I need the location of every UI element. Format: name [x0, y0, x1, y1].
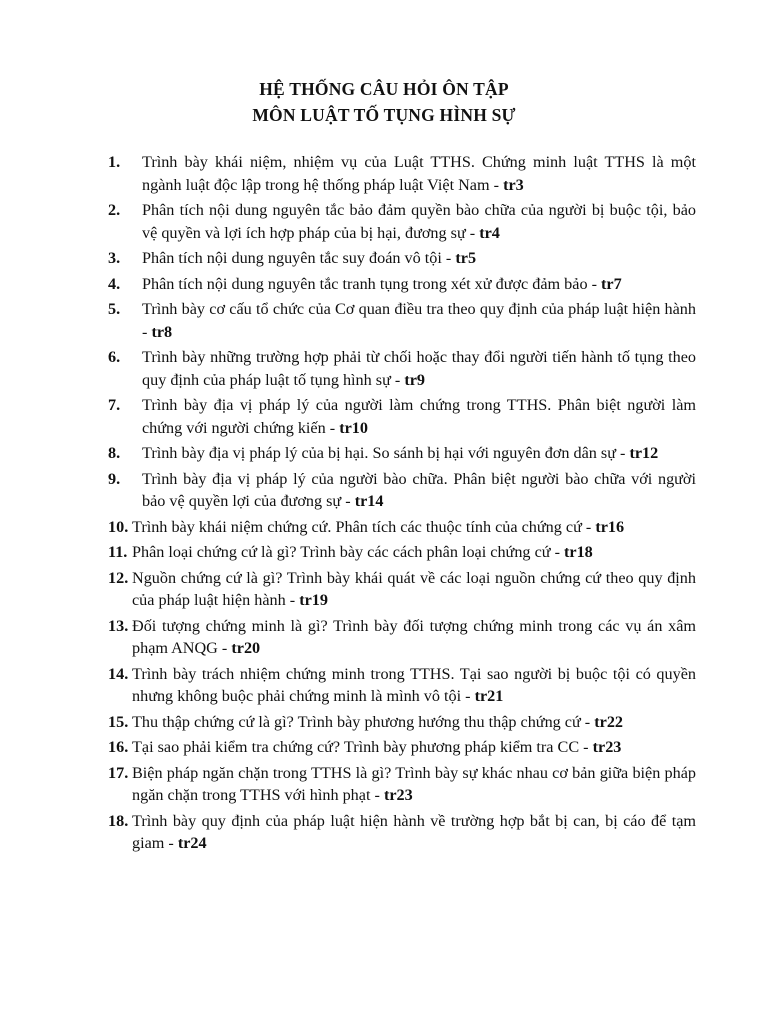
- question-number: 11.: [108, 543, 128, 561]
- question-item: [108, 663, 696, 708]
- question-text: Trình bày địa vị pháp lý của người bào chữa. Phân biệt người bào chữa với người bảo vệ quyền lợi của đương sự -: [142, 469, 696, 510]
- question-item: [108, 736, 696, 759]
- document-title: [72, 76, 696, 128]
- question-item: [108, 810, 696, 855]
- question-text: Phân tích nội dung nguyên tắc suy đoán vô tội -: [142, 249, 456, 267]
- question-text: Trình bày khái niệm chứng cứ. Phân tích các thuộc tính của chứng cứ -: [132, 517, 596, 536]
- question-item: [108, 346, 696, 391]
- question-text: Trình bày những trường hợp phải từ chối hoặc thay đổi người tiến hành tố tụng theo quy định của pháp luật tố tụng hình sự -: [142, 348, 696, 389]
- question-text: Nguồn chứng cứ là gì? Trình bày khái quát về các loại nguồn chứng cứ theo quy định của pháp luật hiện hành -: [132, 568, 696, 609]
- question-item: [108, 151, 696, 196]
- question-item: [108, 247, 696, 270]
- page-reference: tr3: [503, 175, 524, 194]
- question-number: 17.: [108, 763, 129, 782]
- page-reference: tr20: [231, 639, 261, 657]
- question-text: Trình bày địa vị pháp lý của bị hại. So sánh bị hại với nguyên đơn dân sự -: [142, 444, 630, 462]
- question-number: 1.: [108, 153, 121, 171]
- question-text: Đối tượng chứng minh là gì? Trình bày đối tượng chứng minh trong các vụ án xâm phạm ANQG -: [132, 616, 696, 657]
- question-item: [108, 567, 696, 612]
- question-item: [108, 516, 696, 539]
- page-reference: tr10: [339, 418, 368, 437]
- question-item: [108, 762, 696, 807]
- page-reference: tr18: [564, 543, 593, 561]
- question-number: 13.: [108, 616, 129, 635]
- page-reference: tr12: [629, 444, 659, 462]
- page-reference: tr8: [151, 322, 173, 341]
- question-number: 4.: [108, 274, 121, 293]
- question-number: 8.: [108, 444, 121, 462]
- question-number: 9.: [108, 469, 121, 488]
- question-item: [108, 298, 696, 343]
- question-item: [108, 442, 696, 465]
- page-reference: tr22: [594, 712, 624, 731]
- question-number: 12.: [108, 568, 129, 587]
- question-number: 16.: [108, 738, 129, 756]
- question-text: Trình bày địa vị pháp lý của người làm chứng trong TTHS. Phân biệt người làm chứng với người chứng kiến -: [142, 396, 696, 437]
- page-reference: tr19: [299, 591, 328, 609]
- question-number: 6.: [108, 348, 121, 366]
- question-item: [108, 394, 696, 439]
- question-number: 5.: [108, 300, 121, 318]
- question-text: Biện pháp ngăn chặn trong TTHS là gì? Trình bày sự khác nhau cơ bản giữa biện pháp ngăn chặn trong TTHS với hình phạt -: [132, 763, 696, 804]
- question-text: Trình bày trách nhiệm chứng minh trong TTHS. Tại sao người bị buộc tội có quyền nhưng không buộc phải chứng minh là mình vô tội -: [132, 664, 696, 705]
- question-text: Trình bày quy định của pháp luật hiện hành về trường hợp bắt bị can, bị cáo để tạm giam -: [132, 811, 696, 852]
- question-number: 7.: [108, 396, 121, 414]
- question-number: 10.: [108, 517, 129, 536]
- page-reference: tr9: [404, 370, 426, 389]
- question-list: [108, 151, 696, 855]
- question-item: [108, 541, 696, 564]
- page-reference: tr14: [354, 492, 384, 510]
- question-number: 3.: [108, 249, 121, 267]
- page-reference: tr5: [455, 249, 477, 267]
- question-item: [108, 468, 696, 513]
- question-text: Trình bày cơ cấu tổ chức của Cơ quan điều tra theo quy định của pháp luật hiện hành -: [142, 300, 696, 341]
- question-number: 14.: [108, 664, 129, 683]
- question-number: 15.: [108, 712, 129, 731]
- question-number: 18.: [108, 811, 129, 830]
- question-number: 2.: [108, 201, 121, 219]
- question-text: Tại sao phải kiểm tra chứng cứ? Trình bày phương pháp kiểm tra CC -: [132, 738, 593, 756]
- page-reference: tr23: [383, 786, 413, 804]
- page-reference: tr16: [595, 517, 625, 536]
- page-reference: tr24: [177, 834, 207, 852]
- question-text: Thu thập chứng cứ là gì? Trình bày phương hướng thu thập chứng cứ -: [132, 712, 595, 731]
- page-reference: tr21: [474, 687, 504, 705]
- title-line-2: MÔN LUẬT TỐ TỤNG HÌNH SỰ: [252, 105, 516, 125]
- question-text: Phân loại chứng cứ là gì? Trình bày các cách phân loại chứng cứ -: [132, 543, 565, 561]
- page-reference: tr23: [592, 738, 622, 756]
- question-item: [108, 199, 696, 244]
- question-text: Phân tích nội dung nguyên tắc tranh tụng trong xét xử được đảm bảo -: [142, 274, 602, 293]
- question-item: [108, 711, 696, 734]
- question-text: Trình bày khái niệm, nhiệm vụ của Luật TTHS. Chứng minh luật TTHS là một ngành luật độc lập trong hệ thống pháp luật Việt Nam -: [142, 153, 696, 194]
- page-reference: tr7: [601, 274, 622, 293]
- question-text: Phân tích nội dung nguyên tắc bảo đảm quyền bào chữa của người bị buộc tội, bảo vệ quyền và lợi ích hợp pháp của bị hại, đương sự -: [142, 201, 696, 242]
- question-item: [108, 273, 696, 296]
- question-item: [108, 615, 696, 660]
- title-line-1: HỆ THỐNG CÂU HỎI ÔN TẬP: [259, 79, 509, 99]
- page-reference: tr4: [479, 223, 500, 242]
